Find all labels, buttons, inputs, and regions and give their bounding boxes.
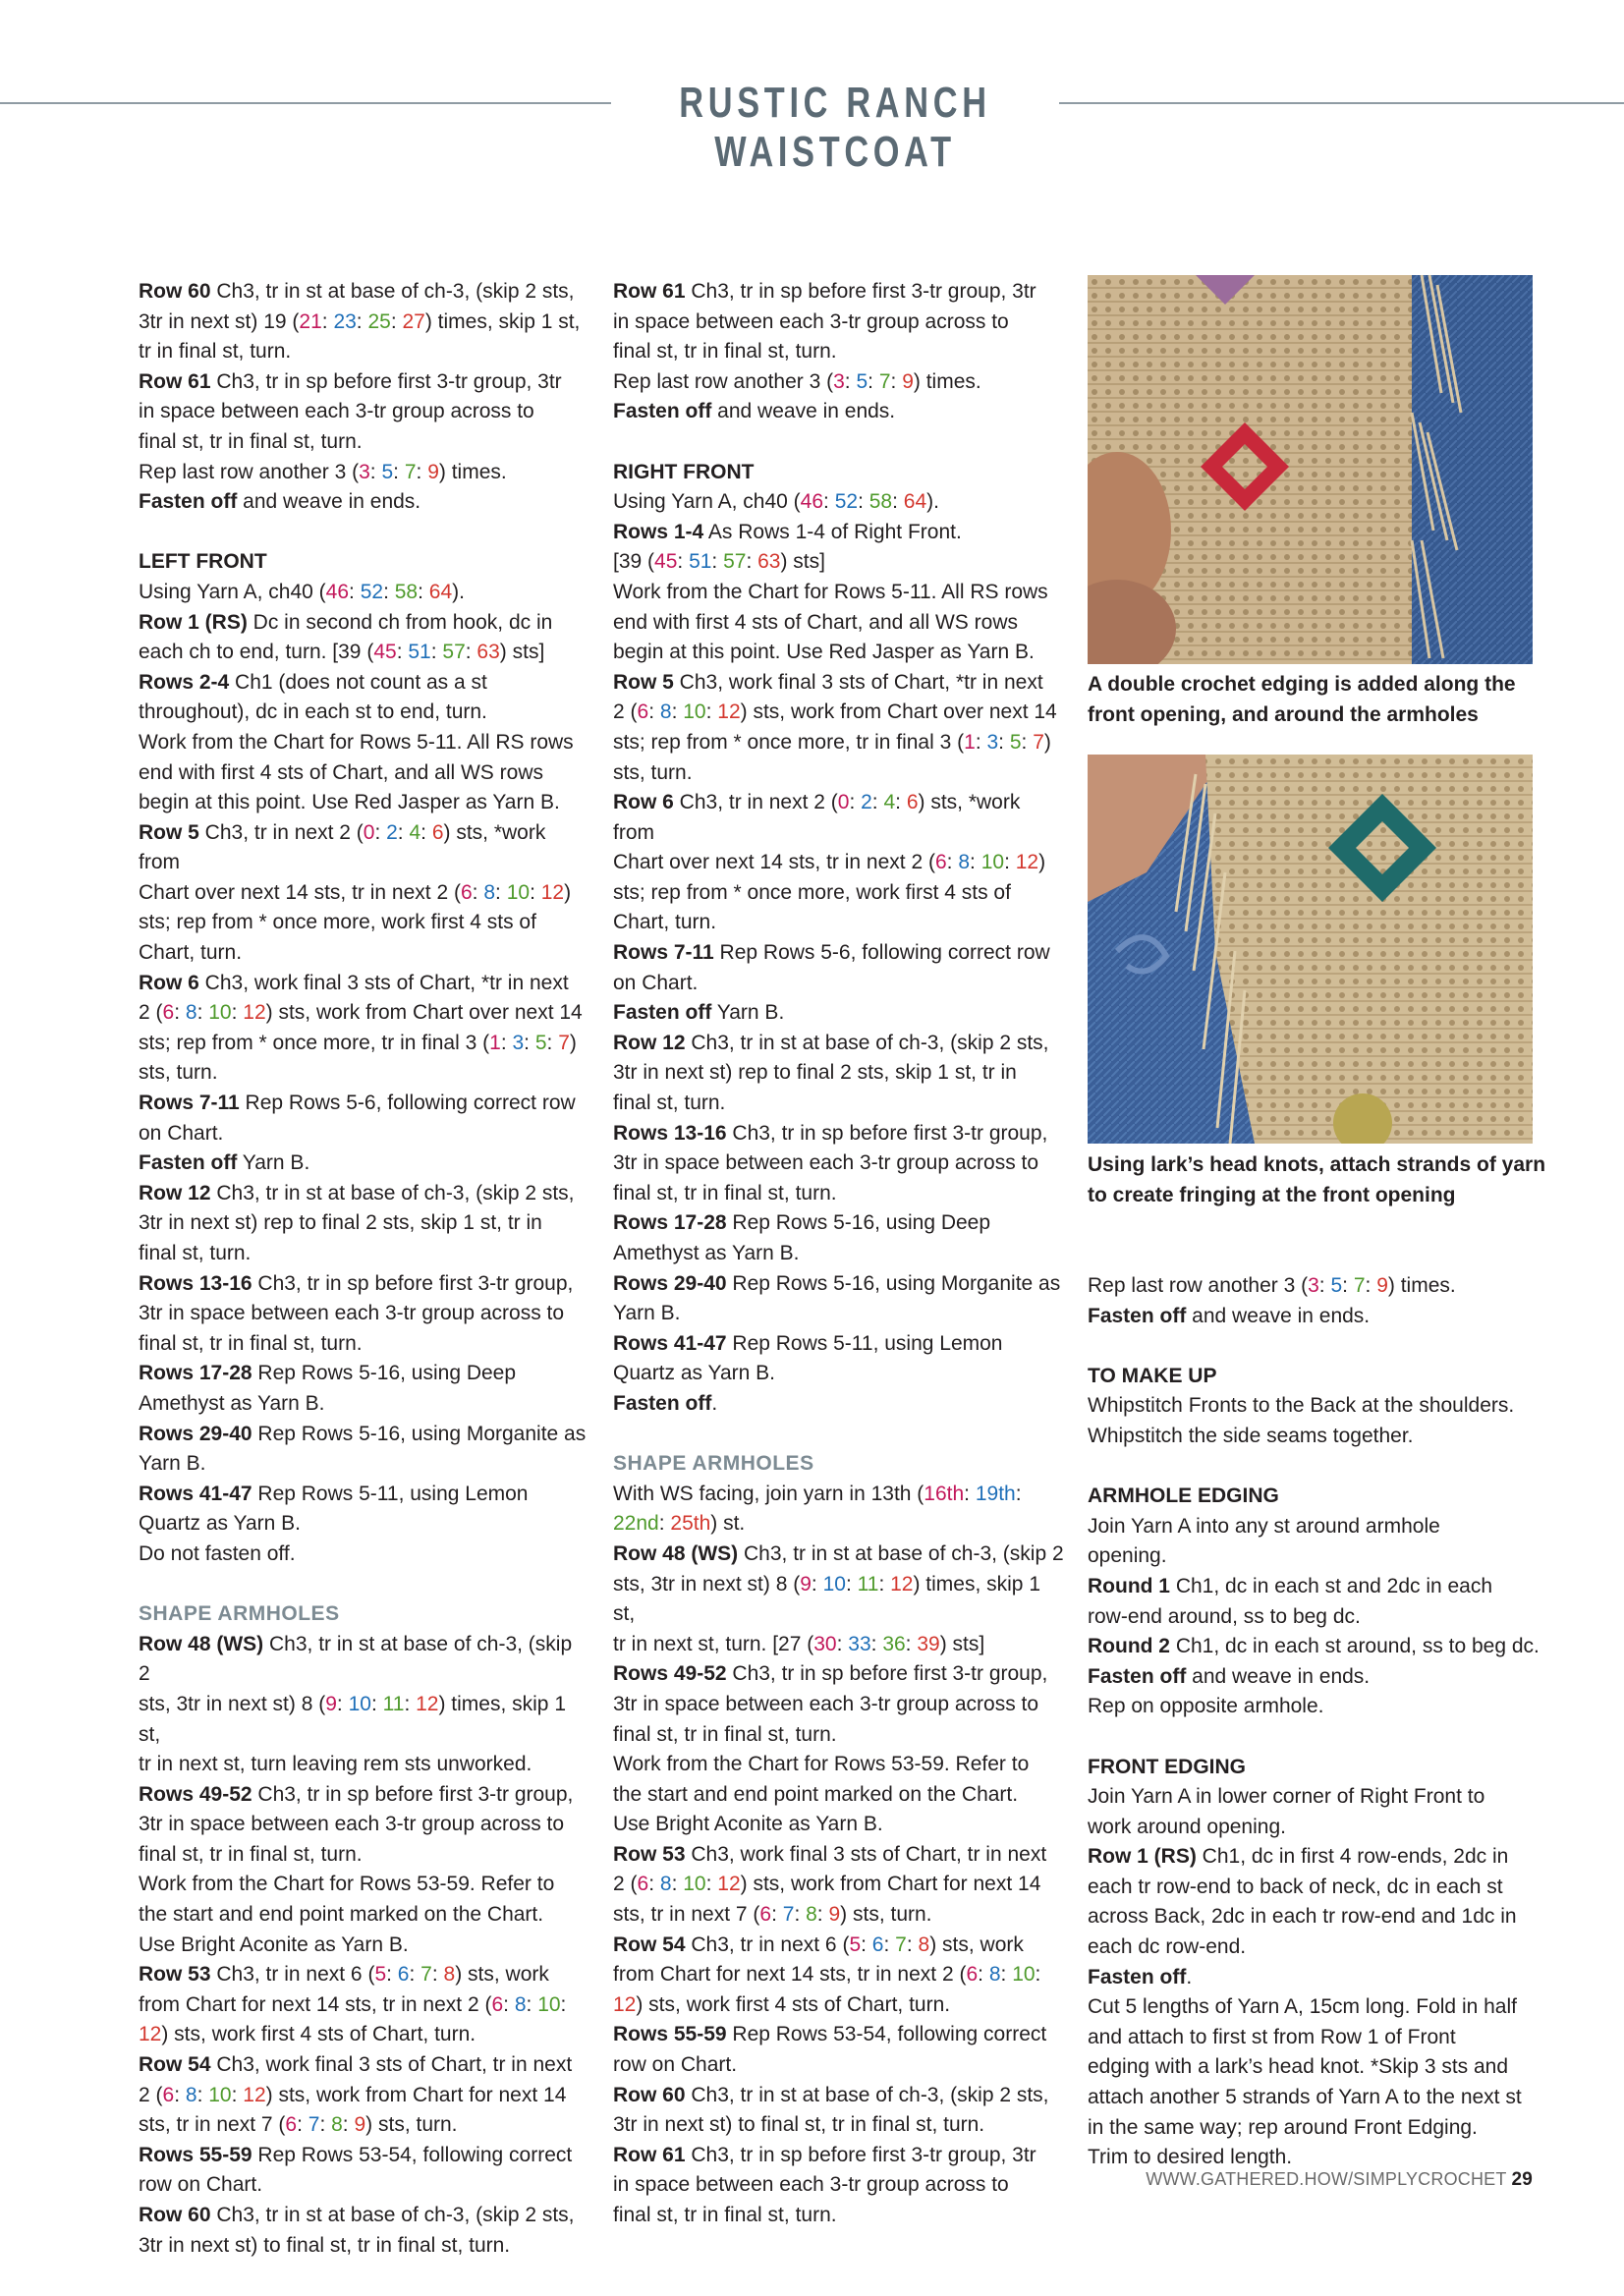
pattern-line: Row 53 Ch3, work final 3 sts of Chart, tr in next: [613, 1842, 1047, 1866]
pattern-line: Round 1 Ch1, dc in each st and 2dc in each: [1088, 1574, 1493, 1597]
pattern-line: Rep last row another 3 (3: 5: 7: 9) times.: [139, 460, 507, 483]
pattern-line: Join Yarn A into any st around armhole: [1088, 1514, 1440, 1538]
photo1-caption: A double crochet edging is added along the front opening, and around the armholes: [1088, 673, 1516, 726]
pattern-line: final st, tr in final st, turn.: [613, 1722, 837, 1746]
pattern-line: Fasten off.: [613, 1391, 718, 1415]
pattern-line: Row 60 Ch3, tr in st at base of ch-3, (skip 2 sts,: [139, 2204, 575, 2226]
pattern-line: Row 61 Ch3, tr in sp before first 3-tr group, 3tr: [613, 280, 1036, 303]
pattern-line: 3tr in next st) rep to final 2 sts, skip 1 st, tr in: [139, 1211, 542, 1235]
pattern-line: Rep on opposite armhole.: [1088, 1695, 1324, 1718]
footer-url[interactable]: WWW.GATHERED.HOW/SIMPLYCROCHET: [1146, 2169, 1512, 2189]
pattern-line: Work from the Chart for Rows 5-11. All RS rows: [139, 730, 574, 754]
pattern-line: 3tr in next st) rep to final 2 sts, skip 1 st, tr in: [613, 1061, 1017, 1085]
pattern-line: end with first 4 sts of Chart, and all WS rows: [139, 760, 543, 784]
photo-waistcoat-red-motif: [1088, 275, 1533, 664]
pattern-line: row-end around, ss to beg dc.: [1088, 1604, 1361, 1628]
pattern-line: Work from the Chart for Rows 5-11. All RS rows: [613, 580, 1048, 603]
pattern-line: Join Yarn A in lower corner of Right Front to: [1088, 1785, 1485, 1809]
pattern-line: Row 12 Ch3, tr in st at base of ch-3, (skip 2 sts,: [139, 1181, 575, 1204]
pattern-line: sts, 3tr in next st) 8 (9: 10: 11: 12) times, skip 1 st,: [139, 1692, 566, 1746]
pattern-line: Fasten off and weave in ends.: [1088, 1304, 1371, 1327]
pattern-line: With WS facing, join yarn in 13th (16th: 19th:: [613, 1482, 1022, 1505]
pattern-line: Work from the Chart for Rows 53-59. Refer to: [139, 1873, 555, 1896]
pattern-line: 3tr in space between each 3-tr group across to: [139, 1302, 565, 1325]
pattern-line: Rows 41-47 Rep Rows 5-11, using Lemon: [613, 1331, 1003, 1355]
pattern-line: Rows 49-52 Ch3, tr in sp before first 3-tr group,: [139, 1782, 574, 1806]
pattern-line: in the same way; rep around Front Edging.: [1088, 2115, 1478, 2139]
pattern-line: row on Chart.: [613, 2053, 738, 2077]
pattern-line: Rows 7-11 Rep Rows 5-6, following correct row: [613, 941, 1050, 965]
pattern-line: from Chart for next 14 sts, tr in next 2 (6: 8: 10:: [613, 1963, 1041, 1987]
pattern-line: Fasten off Yarn B.: [139, 1151, 310, 1175]
pattern-line: Use Bright Aconite as Yarn B.: [139, 1932, 409, 1956]
pattern-line: 2 (6: 8: 10: 12) sts, work from Chart for next 14: [139, 2083, 567, 2106]
pattern-line: Round 2 Ch1, dc in each st around, ss to beg dc.: [1088, 1635, 1540, 1658]
pattern-line: 3tr in next st) 19 (21: 23: 25: 27) times, skip 1 st,: [139, 309, 581, 333]
pattern-line: 3tr in space between each 3-tr group across to: [139, 1813, 565, 1836]
pattern-line: Rep last row another 3 (3: 5: 7: 9) times.: [613, 369, 981, 393]
pattern-line: Rows 13-16 Ch3, tr in sp before first 3-tr group,: [613, 1121, 1048, 1145]
pattern-line: 2 (6: 8: 10: 12) sts, work from Chart over next 14: [613, 700, 1057, 724]
pattern-line: Whipstitch Fronts to the Back at the shoulders.: [1088, 1394, 1515, 1418]
pattern-line: 3tr in space between each 3-tr group across to: [613, 1692, 1039, 1715]
pattern-line: sts, tr in next 7 (6: 7: 8: 9) sts, turn.: [139, 2113, 458, 2137]
pattern-line: Cut 5 lengths of Yarn A, 15cm long. Fold in half: [1088, 1995, 1517, 2019]
pattern-line: Fasten off and weave in ends.: [139, 490, 421, 514]
pattern-line: Row 6 Ch3, work final 3 sts of Chart, *tr in next: [139, 971, 569, 994]
pattern-line: Rows 17-28 Rep Rows 5-16, using Deep: [139, 1362, 517, 1385]
section-heading: ARMHOLE EDGING: [1088, 1484, 1279, 1508]
pattern-line: Fasten off and weave in ends.: [1088, 1664, 1371, 1688]
pattern-line: Work from the Chart for Rows 53-59. Refer to: [613, 1753, 1030, 1776]
pattern-line: final st, turn.: [613, 1092, 726, 1115]
pattern-line: in space between each 3-tr group across to: [613, 309, 1009, 333]
pattern-line: sts; rep from * once more, tr in final 3 (1: 3: 5: 7): [613, 730, 1051, 754]
pattern-line: Use Bright Aconite as Yarn B.: [613, 1813, 883, 1836]
pattern-line: final st, tr in final st, turn.: [139, 1842, 363, 1866]
pattern-line: Do not fasten off.: [139, 1541, 296, 1565]
pattern-line: tr in next st, turn leaving rem sts unworked.: [139, 1753, 532, 1776]
pattern-line: sts; rep from * once more, work first 4 sts of: [139, 911, 536, 934]
subsection-heading: SHAPE ARMHOLES: [613, 1452, 814, 1476]
pattern-line: begin at this point. Use Red Jasper as Yarn B.: [139, 791, 560, 814]
pattern-line: Chart, turn.: [613, 911, 717, 934]
pattern-line: final st, tr in final st, turn.: [139, 429, 363, 453]
pattern-line: Row 1 (RS) Ch1, dc in first 4 row-ends, 2dc in: [1088, 1845, 1509, 1869]
pattern-line: Rows 1-4 As Rows 1-4 of Right Front.: [613, 520, 962, 543]
pattern-line: Chart over next 14 sts, tr in next 2 (6: 8: 10: 12): [139, 880, 572, 904]
pattern-line: Row 48 (WS) Ch3, tr in st at base of ch-3, (skip 2: [139, 1632, 573, 1686]
pattern-line: Chart, turn.: [139, 941, 243, 965]
pattern-line: Using Yarn A, ch40 (46: 52: 58: 64).: [613, 490, 939, 514]
pattern-line: sts, 3tr in next st) 8 (9: 10: 11: 12) times, skip 1 st,: [613, 1572, 1040, 1626]
pattern-line: 2 (6: 8: 10: 12) sts, work from Chart for next 14: [613, 1873, 1041, 1896]
pattern-line: across Back, 2dc in each tr row-end and 1dc in: [1088, 1905, 1517, 1929]
pattern-line: [39 (45: 51: 57: 63) sts]: [613, 550, 825, 574]
pattern-line: final st, tr in final st, turn.: [139, 1331, 363, 1355]
pattern-line: sts, turn.: [613, 760, 693, 784]
pattern-line: Fasten off and weave in ends.: [613, 400, 896, 423]
pattern-line: Row 5 Ch3, work final 3 sts of Chart, *tr in next: [613, 670, 1043, 694]
page-header: [0, 79, 1624, 176]
pattern-line: the start and end point marked on the Chart.: [613, 1782, 1019, 1806]
pattern-line: Quartz as Yarn B.: [613, 1362, 775, 1385]
pattern-line: 3tr in next st) to final st, tr in final st, turn.: [613, 2113, 985, 2137]
pattern-line: sts; rep from * once more, tr in final 3 (1: 3: 5: 7): [139, 1031, 577, 1054]
section-heading: FRONT EDGING: [1088, 1755, 1246, 1778]
pattern-line: Rows 41-47 Rep Rows 5-11, using Lemon: [139, 1482, 529, 1505]
pattern-line: Yarn B.: [139, 1452, 206, 1476]
column-1: [139, 277, 588, 2261]
pattern-line: sts; rep from * once more, work first 4 sts of: [613, 880, 1011, 904]
pattern-line: Rows 7-11 Rep Rows 5-6, following correct row: [139, 1092, 576, 1115]
pattern-line: each tr row-end to back of neck, dc in each st: [1088, 1875, 1503, 1898]
pattern-line: each dc row-end.: [1088, 1935, 1247, 1959]
header-rule-left: [0, 102, 611, 104]
column-2: [613, 277, 1065, 2231]
pattern-line: Using Yarn A, ch40 (46: 52: 58: 64).: [139, 580, 465, 603]
pattern-line: edging with a lark’s head knot. *Skip 3 sts and: [1088, 2055, 1509, 2079]
pattern-line: final st, tr in final st, turn.: [613, 2204, 837, 2226]
pattern-line: the start and end point marked on the Chart.: [139, 1903, 544, 1927]
pattern-line: end with first 4 sts of Chart, and all WS rows: [613, 610, 1018, 634]
pattern-line: on Chart.: [613, 971, 699, 994]
pattern-line: Rows 2-4 Ch1 (does not count as a st: [139, 670, 487, 694]
pattern-line: Rep last row another 3 (3: 5: 7: 9) times.: [1088, 1274, 1456, 1297]
pattern-line: tr in next st, turn. [27 (30: 33: 36: 39) sts]: [613, 1632, 985, 1655]
photo-waistcoat-teal-motif: [1088, 755, 1533, 1144]
pattern-line: 12) sts, work first 4 sts of Chart, turn.: [139, 2023, 476, 2046]
pattern-line: Row 12 Ch3, tr in st at base of ch-3, (skip 2 sts,: [613, 1031, 1049, 1054]
pattern-line: Fasten off Yarn B.: [613, 1001, 785, 1025]
pattern-line: Row 1 (RS) Dc in second ch from hook, dc in: [139, 610, 553, 634]
pattern-line: 2 (6: 8: 10: 12) sts, work from Chart over next 14: [139, 1001, 583, 1025]
pattern-line: opening.: [1088, 1544, 1167, 1568]
pattern-line: begin at this point. Use Red Jasper as Yarn B.: [613, 641, 1035, 664]
pattern-line: throughout), dc in each st to end, turn.: [139, 700, 487, 724]
pattern-line: Row 61 Ch3, tr in sp before first 3-tr group, 3tr: [613, 2143, 1036, 2166]
pattern-line: Rows 29-40 Rep Rows 5-16, using Morganite as: [139, 1422, 587, 1445]
pattern-line: Row 60 Ch3, tr in st at base of ch-3, (skip 2 sts,: [613, 2083, 1049, 2106]
pattern-line: Amethyst as Yarn B.: [613, 1242, 800, 1264]
pattern-line: Row 48 (WS) Ch3, tr in st at base of ch-3, (skip 2: [613, 1541, 1064, 1565]
pattern-line: Rows 55-59 Rep Rows 53-54, following correct: [139, 2143, 573, 2166]
pattern-line: tr in final st, turn.: [139, 340, 292, 364]
pattern-line: Yarn B.: [613, 1302, 681, 1325]
pattern-line: Rows 55-59 Rep Rows 53-54, following correct: [613, 2023, 1047, 2046]
pattern-line: Quartz as Yarn B.: [139, 1512, 301, 1536]
pattern-line: work around opening.: [1088, 1815, 1286, 1838]
section-heading: TO MAKE UP: [1088, 1364, 1217, 1387]
pattern-line: each ch to end, turn. [39 (45: 51: 57: 63) sts]: [139, 641, 545, 664]
pattern-line: from Chart for next 14 sts, tr in next 2 (6: 8: 10:: [139, 1992, 567, 2016]
pattern-line: Row 54 Ch3, work final 3 sts of Chart, tr in next: [139, 2053, 573, 2077]
pattern-line: Fasten off.: [1088, 1965, 1193, 1988]
pattern-line: Whipstitch the side seams together.: [1088, 1424, 1414, 1447]
pattern-line: Rows 17-28 Rep Rows 5-16, using Deep: [613, 1211, 991, 1235]
section-heading: LEFT FRONT: [139, 550, 267, 574]
pattern-line: Rows 13-16 Ch3, tr in sp before first 3-tr group,: [139, 1271, 574, 1295]
pattern-line: Row 5 Ch3, tr in next 2 (0: 2: 4: 6) sts, *work from: [139, 820, 546, 874]
pattern-line: Chart over next 14 sts, tr in next 2 (6: 8: 10: 12): [613, 851, 1046, 874]
pattern-line: Amethyst as Yarn B.: [139, 1391, 325, 1415]
pattern-line: 3tr in next st) to final st, tr in final st, turn.: [139, 2233, 511, 2257]
pattern-line: Row 61 Ch3, tr in sp before first 3-tr group, 3tr: [139, 369, 562, 393]
page-title: RUSTIC RANCH WAISTCOAT: [679, 79, 991, 176]
header-rule-right: [1059, 102, 1624, 104]
pattern-line: sts, turn.: [139, 1061, 218, 1085]
pattern-line: Rows 49-52 Ch3, tr in sp before first 3-tr group,: [613, 1662, 1048, 1686]
page-number: 29: [1511, 2169, 1533, 2190]
pattern-line: on Chart.: [139, 1121, 224, 1145]
photo2-caption: Using lark’s head knots, attach strands of yarn to create fringing at the front opening: [1088, 1153, 1546, 1206]
pattern-line: Row 6 Ch3, tr in next 2 (0: 2: 4: 6) sts, *work from: [613, 791, 1021, 844]
pattern-line: attach another 5 strands of Yarn A to the next st: [1088, 2086, 1522, 2109]
pattern-line: final st, turn.: [139, 1242, 252, 1264]
subsection-heading: SHAPE ARMHOLES: [139, 1602, 340, 1626]
pattern-line: Trim to desired length.: [1088, 2146, 1293, 2169]
pattern-line: Rows 29-40 Rep Rows 5-16, using Morganite as: [613, 1271, 1061, 1295]
pattern-line: row on Chart.: [139, 2173, 263, 2197]
page-footer: [1081, 2169, 1533, 2191]
pattern-line: sts, tr in next 7 (6: 7: 8: 9) sts, turn.: [613, 1903, 932, 1927]
pattern-line: final st, tr in final st, turn.: [613, 1181, 837, 1204]
pattern-line: Row 53 Ch3, tr in next 6 (5: 6: 7: 8) sts, work: [139, 1963, 549, 1987]
pattern-line: Row 54 Ch3, tr in next 6 (5: 6: 7: 8) sts, work: [613, 1932, 1024, 1956]
pattern-line: 22nd: 25th) st.: [613, 1512, 746, 1536]
pattern-line: 3tr in space between each 3-tr group across to: [613, 1151, 1039, 1175]
column-3: [1088, 1271, 1549, 2173]
pattern-line: final st, tr in final st, turn.: [613, 340, 837, 364]
pattern-line: 12) sts, work first 4 sts of Chart, turn.: [613, 1992, 951, 2016]
pattern-line: in space between each 3-tr group across to: [613, 2173, 1009, 2197]
pattern-line: Row 60 Ch3, tr in st at base of ch-3, (skip 2 sts,: [139, 280, 575, 303]
pattern-line: and attach to first st from Row 1 of Front: [1088, 2025, 1456, 2048]
pattern-line: in space between each 3-tr group across to: [139, 400, 534, 423]
section-heading: RIGHT FRONT: [613, 460, 755, 483]
